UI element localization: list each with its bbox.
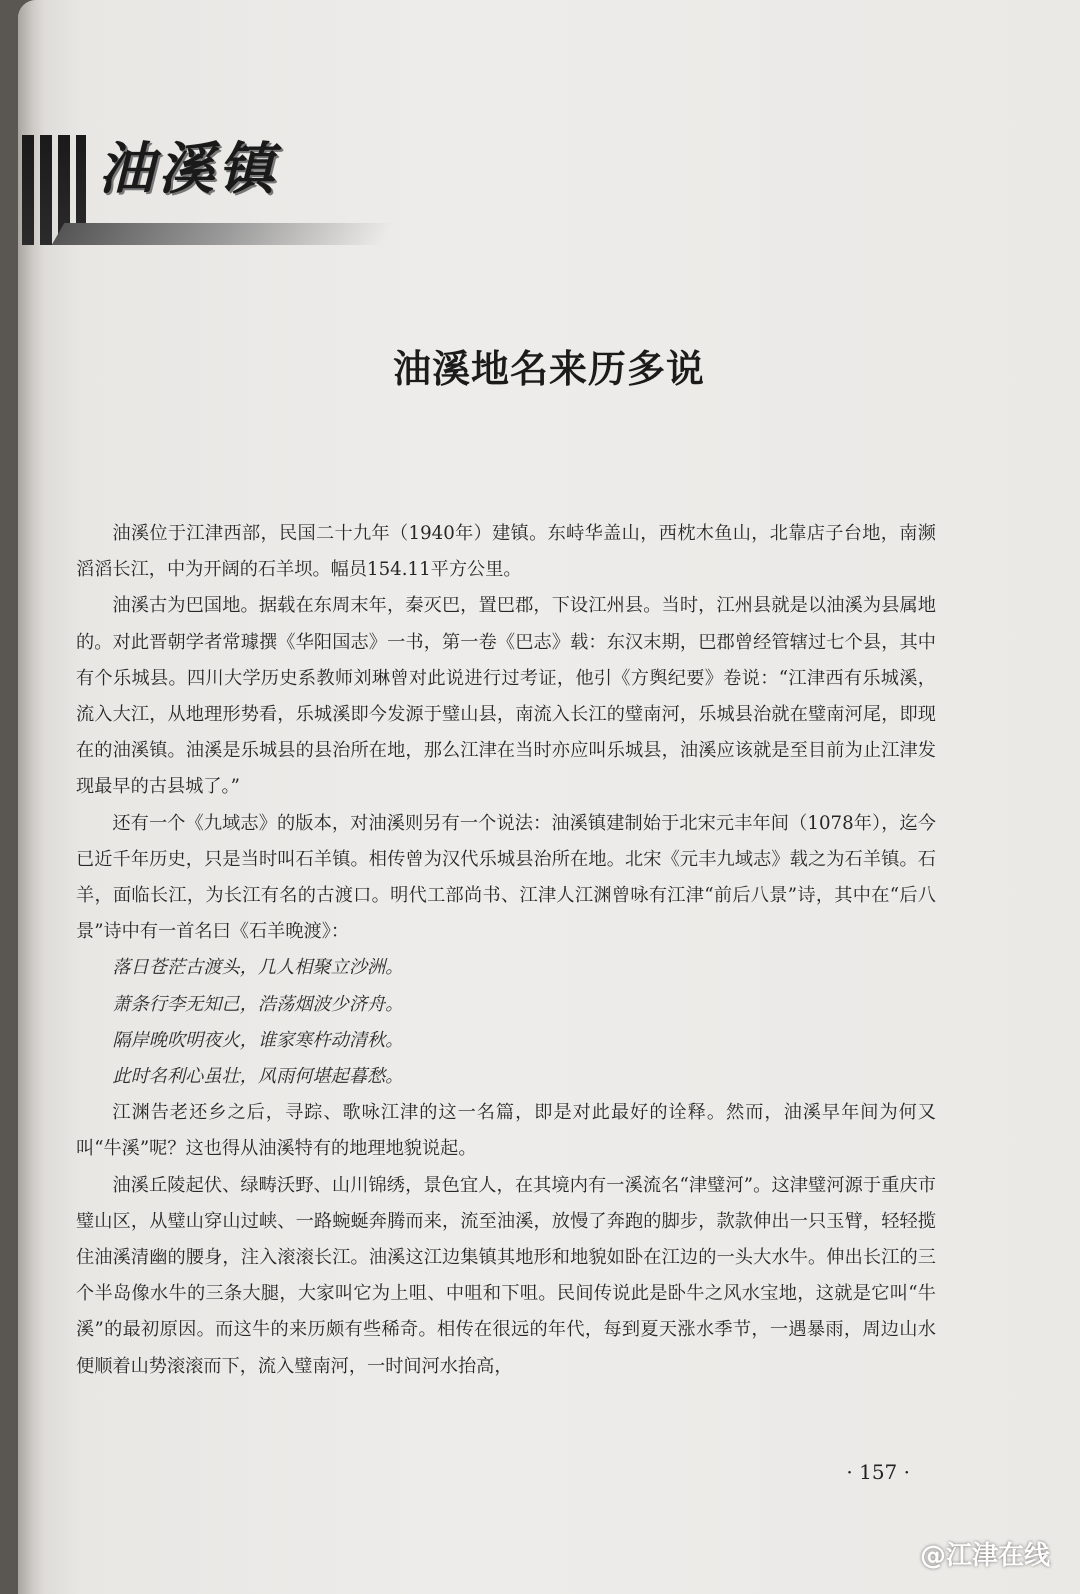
chapter-header: [18, 115, 438, 255]
paragraph: 江渊告老还乡之后，寻踪、歌咏江津的这一名篇，即是对此最好的诠释。然而，油溪早年间为何又叫“牛溪”呢？这也得从油溪特有的地理地貌说起。: [76, 1102, 936, 1160]
chapter-title: 油溪镇: [98, 136, 278, 202]
poem-line: 此时名利心虽壮，风雨何堪起暮愁。: [112, 1066, 404, 1088]
paragraph: 油溪位于江津西部，民国二十九年（1940年）建镇。东峙华盖山，西枕木鱼山，北靠店子台地，南濒滔滔长江，中为开阔的石羊坝。幅员154.11平方公里。: [76, 523, 936, 581]
poem: [76, 950, 936, 1095]
chapter-header-stripe: [52, 223, 395, 245]
poem-line: 落日苍茫古渡头，几人相聚立沙洲。: [112, 957, 404, 979]
body-text: [76, 516, 936, 1385]
page-number: · 157 ·: [846, 1460, 910, 1484]
paragraph: 油溪古为巴国地。据载在东周末年，秦灭巴，置巴郡，下设江州县。当时，江州县就是以油溪为县属地的。对此晋朝学者常璩撰《华阳国志》一书，第一卷《巴志》载：东汉末期，巴郡曾经管辖过七个县，其中有个乐城县。四川大学历史系教师刘琳曾对此说进行过考证，他引《方舆纪要》卷说：“江津西有乐城溪，流入大江，从地理形势看，乐城溪即今发源于璧山县，南流入长江的璧南河，乐城县治就在璧南河尾，即现在的油溪镇。油溪是乐城县的县治所在地，那么江津在当时亦应叫乐城县，油溪应该就是至目前为止江津发现最早的古县城了。”: [76, 595, 936, 798]
section-title: 油溪地名来历多说: [392, 346, 705, 391]
poem-line: 萧条行李无知己，浩荡烟波少济舟。: [112, 993, 404, 1015]
poem-line: 隔岸晚吹明夜火，谁家寒杵动清秋。: [112, 1029, 404, 1051]
paragraph: 还有一个《九域志》的版本，对油溪则另有一个说法：油溪镇建制始于北宋元丰年间（1078年），迄今已近千年历史，只是当时叫石羊镇。相传曾为汉代乐城县治所在地。北宋《元丰九域志》载之为石羊镇。石羊，面临长江，为长江有名的古渡口。明代工部尚书、江津人江渊曾咏有江津“前后八景”诗，其中在“后八景”诗中有一首名曰《石羊晚渡》：: [76, 812, 936, 943]
watermark: @江津在线: [919, 1541, 1050, 1571]
book-page: [18, 0, 1080, 1594]
paragraph: 油溪丘陵起伏、绿畴沃野、山川锦绣，景色宜人，在其境内有一溪流名“津璧河”。这津璧河源于重庆市璧山区，从璧山穿山过峡、一路蜿蜒奔腾而来，流至油溪，放慢了奔跑的脚步，款款伸出一只玉臂，轻轻揽住油溪清幽的腰身，注入滚滚长江。油溪这江边集镇其地形和地貌如卧在江边的一头大水牛。伸出长江的三个半岛像水牛的三条大腿，大家叫它为上咀、中咀和下咀。民间传说此是卧牛之风水宝地，这就是它叫“牛溪”的最初原因。而这牛的来历颇有些稀奇。相传在很远的年代，每到夏天涨水季节，一遇暴雨，周边山水便顺着山势滚滚而下，流入璧南河，一时间河水抬高，: [76, 1174, 936, 1377]
